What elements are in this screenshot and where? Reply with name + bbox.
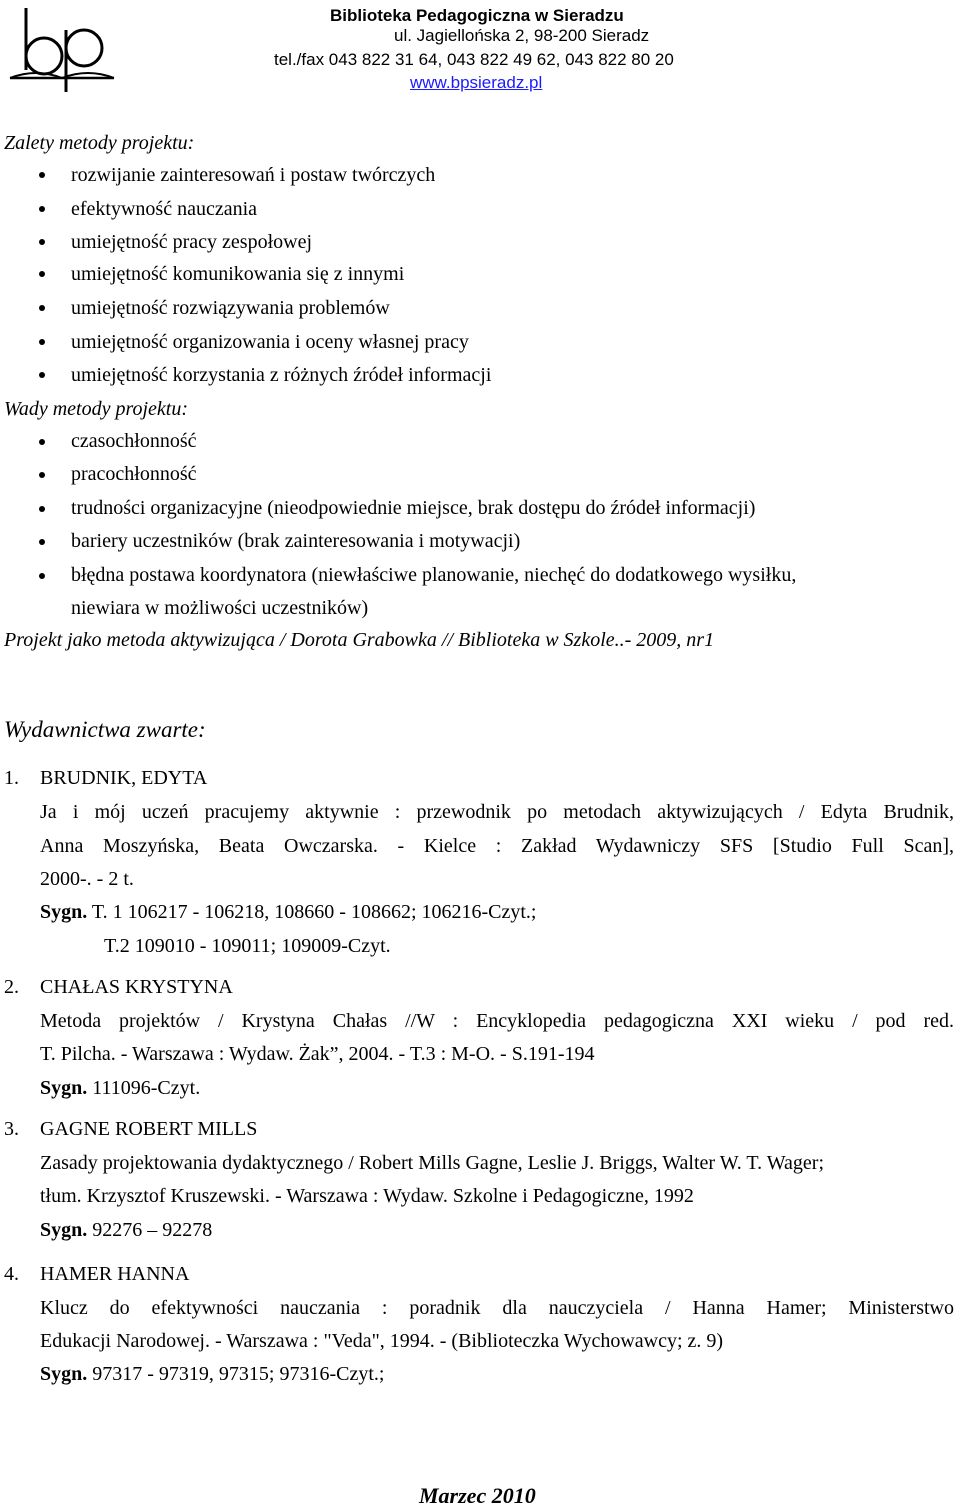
list-item: umiejętność organizowania i oceny własnej pracy	[71, 331, 469, 353]
signature-label: Sygn.	[40, 1219, 88, 1241]
footer-date: Marzec 2010	[419, 1483, 536, 1508]
bullet-icon	[39, 439, 45, 445]
list-item: bariery uczestników (brak zainteresowania i motywacji)	[71, 530, 521, 552]
list-item: efektywność nauczania	[71, 198, 258, 220]
list-item: umiejętność korzystania z różnych źródeł informacji	[71, 364, 492, 386]
entry-line: tłum. Krzysztof Kruszewski. - Warszawa : Wydaw. Szkolne i Pedagogiczne, 1992	[40, 1185, 694, 1207]
library-website-link[interactable]: www.bpsieradz.pl	[410, 73, 543, 92]
library-name: Biblioteka Pedagogiczna w Sieradzu	[330, 6, 624, 25]
list-item-continuation: niewiara w możliwości uczestników)	[71, 597, 369, 619]
bullet-icon	[39, 271, 45, 277]
entry-line: Metoda projektów / Krystyna Chałas //W : Encyklopedia pedagogiczna XXI wieku / pod red.	[40, 1010, 954, 1032]
entry-author: HAMER HANNA	[40, 1263, 190, 1285]
bullet-icon	[39, 305, 45, 311]
bullet-icon	[39, 172, 45, 178]
entry-number: 2.	[4, 976, 19, 998]
list-item: błędna postawa koordynatora (niewłaściwe planowanie, niechęć do dodatkowego wysiłku,	[71, 564, 797, 586]
bullet-icon	[39, 239, 45, 245]
library-logo	[6, 4, 118, 96]
list-item: umiejętność komunikowania się z innymi	[71, 263, 405, 285]
entry-signature	[40, 900, 537, 924]
signature-value: 92276 – 92278	[87, 1219, 213, 1241]
disadvantages-heading: Wady metody projektu:	[4, 398, 189, 420]
entry-number: 1.	[4, 767, 19, 789]
entry-line: Klucz do efektywności nauczania : poradnik dla nauczyciela / Hanna Hamer; Ministerstwo	[40, 1297, 954, 1319]
library-address: ul. Jagiellońska 2, 98-200 Sieradz	[394, 26, 650, 45]
list-item: trudności organizacyjne (nieodpowiednie miejsce, brak dostępu do źródeł informacji)	[71, 497, 756, 519]
entry-line: Ja i mój uczeń pracujemy aktywnie : przewodnik po metodach aktywizujących / Edyta Brudnik,	[40, 801, 954, 823]
list-item: umiejętność pracy zespołowej	[71, 231, 313, 253]
signature-label: Sygn.	[40, 1077, 88, 1099]
entry-line: Anna Moszyńska, Beata Owczarska. - Kielce : Zakład Wydawniczy SFS [Studio Full Scan],	[40, 835, 954, 857]
signature-value: 111096-Czyt.	[87, 1077, 201, 1099]
bullet-icon	[39, 539, 45, 545]
bullet-icon	[39, 573, 45, 579]
entry-signature	[40, 1076, 200, 1100]
entry-line: 2000-. - 2 t.	[40, 868, 134, 890]
entry-number: 3.	[4, 1118, 19, 1140]
bullet-icon	[39, 472, 45, 478]
entry-author: GAGNE ROBERT MILLS	[40, 1118, 258, 1140]
advantages-heading: Zalety metody projektu:	[4, 132, 195, 154]
list-item: czasochłonność	[71, 430, 197, 452]
list-item: rozwijanie zainteresowań i postaw twórczych	[71, 164, 436, 186]
entry-line: Edukacji Narodowej. - Warszawa : "Veda", 1994. - (Biblioteczka Wychowawcy; z. 9)	[40, 1330, 724, 1352]
list-item: pracochłonność	[71, 463, 197, 485]
entry-number: 4.	[4, 1263, 19, 1285]
entry-author: BRUDNIK, EDYTA	[40, 767, 208, 789]
entry-line: Zasady projektowania dydaktycznego / Robert Mills Gagne, Leslie J. Briggs, Walter W. T. Wager;	[40, 1152, 825, 1174]
signature-label: Sygn.	[40, 901, 88, 923]
books-heading: Wydawnictwa zwarte:	[4, 717, 206, 742]
entry-author: CHAŁAS KRYSTYNA	[40, 976, 233, 998]
bullet-icon	[39, 339, 45, 345]
signature-value: 97317 - 97319, 97315; 97316-Czyt.;	[87, 1363, 385, 1385]
source-citation: Projekt jako metoda aktywizująca / Dorota Grabowka // Biblioteka w Szkole..- 2009, nr1	[4, 629, 715, 651]
entry-line: T. Pilcha. - Warszawa : Wydaw. Żak”, 2004. - T.3 : M-O. - S.191-194	[40, 1043, 595, 1065]
entry-signature	[40, 1362, 384, 1386]
bullet-icon	[39, 372, 45, 378]
bullet-icon	[39, 206, 45, 212]
signature-value-2: T.2 109010 - 109011; 109009-Czyt.	[104, 935, 391, 957]
list-item: umiejętność rozwiązywania problemów	[71, 297, 390, 319]
signature-value: T. 1 106217 - 106218, 108660 - 108662; 106216-Czyt.;	[87, 901, 537, 923]
entry-signature	[40, 1218, 212, 1242]
signature-label: Sygn.	[40, 1363, 88, 1385]
library-phone: tel./fax 043 822 31 64, 043 822 49 62, 043 822 80 20	[274, 50, 674, 69]
bullet-icon	[39, 506, 45, 512]
